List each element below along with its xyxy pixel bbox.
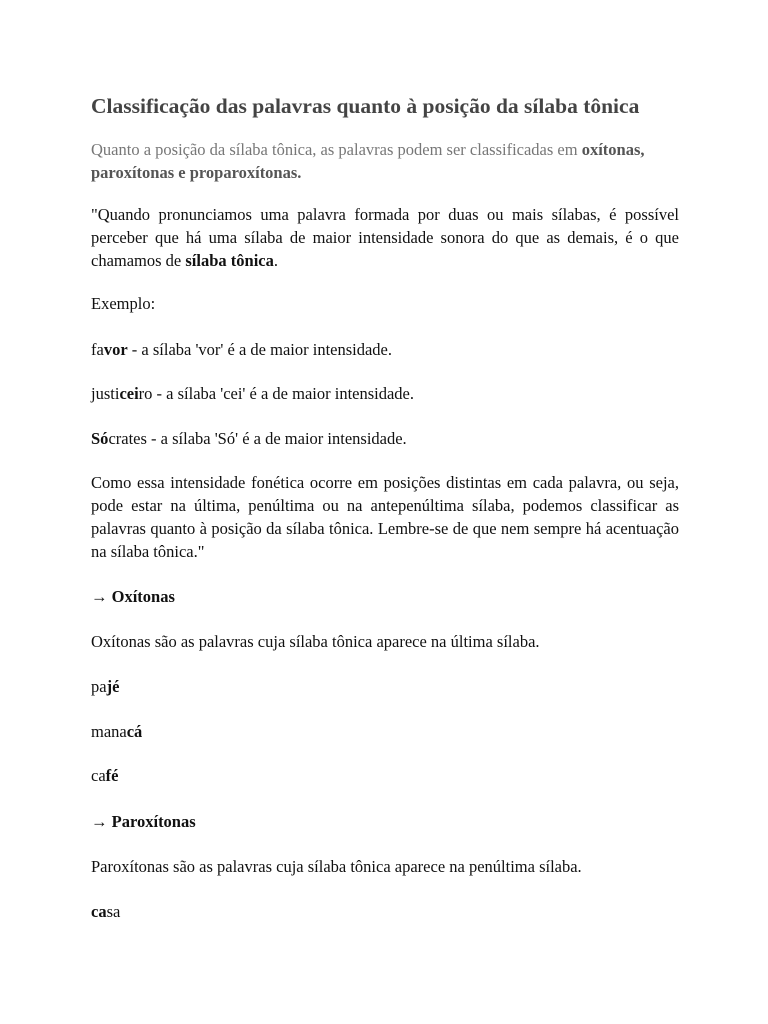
word-item (91, 764, 118, 787)
word-pre: mana (91, 722, 127, 741)
example-pre: fa (91, 340, 104, 359)
example-bold: cei (119, 384, 139, 403)
example-bold: Só (91, 429, 109, 448)
example-pre: justi (91, 384, 120, 403)
example-bold: vor (103, 340, 128, 359)
como-paragraph: Como essa intensidade fonética ocorre em posições distintas em cada palavra, ou seja, pode estar na última, penúltima ou na antepenúltima sílaba, podemos classificar as palavras quanto à posição da sílaba tônica. Lembre-se de que nem sempre há acentuação na sílaba tônica." (91, 473, 679, 561)
word-item (91, 720, 142, 743)
word-post: sa (106, 902, 121, 921)
paroxitonas-heading (91, 810, 196, 833)
intro-text: Quanto a posição da sílaba tônica, as palavras podem ser classificadas em (91, 140, 582, 159)
quote-paragraph (91, 203, 679, 272)
example-post: ro - a sílaba 'cei' é a de maior intensidade. (138, 384, 414, 403)
word-item (91, 900, 120, 923)
intro-paragraph (91, 138, 681, 184)
example-post: - a sílaba 'vor' é a de maior intensidade. (127, 340, 393, 359)
word-bold: cá (126, 722, 143, 741)
intro-bold: oxítonas, paroxítonas e proparoxítonas. (91, 140, 645, 182)
paroxitonas-heading-text: → Paroxítonas (91, 812, 196, 831)
example-item (91, 427, 407, 450)
word-bold: jé (106, 677, 120, 696)
oxitonas-definition: Oxítonas são as palavras cuja sílaba tônica aparece na última sílaba. (91, 632, 540, 651)
exemplo-label: Exemplo: (91, 294, 156, 313)
word-pre: pa (91, 677, 107, 696)
word-bold: ca (91, 902, 107, 921)
quote-text: "Quando pronunciamos uma palavra formada por duas ou mais sílabas, é possível perceber que há uma sílaba de maior intensidade sonora do que as demais, é o que chamamos de (91, 205, 679, 270)
example-item (91, 338, 392, 361)
word-pre: ca (91, 766, 106, 785)
page-title: Classificação das palavras quanto à posição da sílaba tônica (91, 94, 640, 118)
quote-end: . (273, 251, 278, 270)
example-item (91, 382, 414, 405)
oxitonas-heading-text: → Oxítonas (91, 587, 175, 606)
example-post: crates - a sílaba 'Só' é a de maior intensidade. (108, 429, 407, 448)
word-bold: fé (105, 766, 119, 785)
quote-bold: sílaba tônica (185, 251, 274, 270)
oxitonas-heading (91, 585, 175, 608)
paroxitonas-definition: Paroxítonas são as palavras cuja sílaba tônica aparece na penúltima sílaba. (91, 857, 582, 876)
word-item (91, 675, 119, 698)
